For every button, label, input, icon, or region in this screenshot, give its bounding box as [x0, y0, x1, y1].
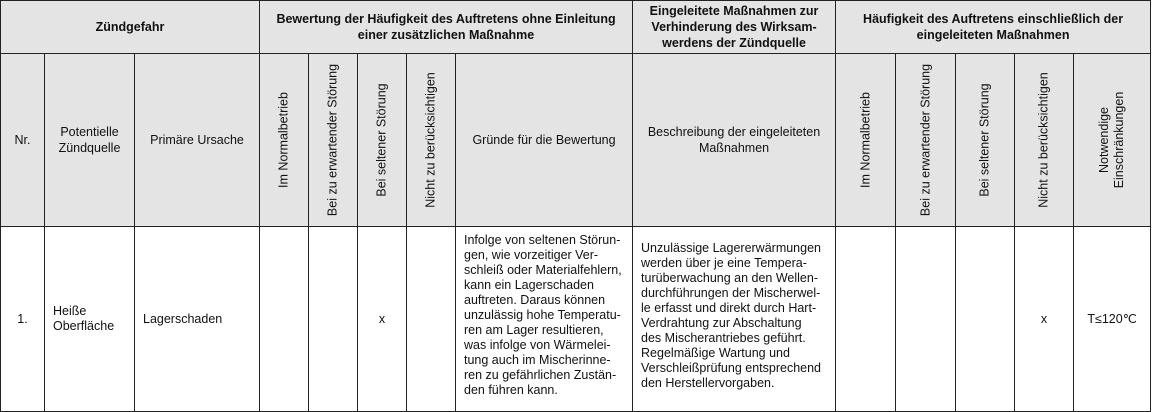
cell-gruende: Infolge von seltenen Störun- gen, wie vorzeitiger Ver- schleiß oder Materialfehlern, kann ein Lagerschaden auftreten. Daraus können unzulässig hohe Temperatu- ren am Lager resultieren, was infolge von Wärmelei- tung auch im Mischerinne- ren zu gefährlichen Zustän- den führen kann. — [456, 227, 633, 412]
col-beschreibung: Beschreibung der eingeleiteten Maßnahmen — [633, 54, 836, 227]
cell-ursache: Lagerschaden — [135, 227, 260, 412]
col-primaere-ursache: Primäre Ursache — [135, 54, 260, 227]
cell-erwartende-stoerung — [309, 227, 358, 412]
col-normalbetrieb-2 — [836, 54, 896, 227]
cell-seltene-stoerung: x — [358, 227, 407, 412]
cell-einschraenkungen: T≤120℃ — [1074, 227, 1151, 412]
col-erwartende-stoerung — [309, 54, 358, 227]
col-nicht-beruecksichtigen-label: Nicht zu berücksichtigen — [423, 72, 438, 208]
header-haeufigkeit-mit-massnahmen: Häufigkeit des Auftretens einschließlich der eingeleiteten Maßnahmen — [836, 1, 1151, 54]
col-nicht-beruecksichtigen — [407, 54, 456, 227]
col-einschraenkungen — [1074, 54, 1151, 227]
cell-normalbetrieb-2 — [836, 227, 896, 412]
cell-normalbetrieb — [260, 227, 309, 412]
cell-nicht-beruecksichtigen-2: x — [1015, 227, 1074, 412]
header-row — [1, 1, 1151, 54]
cell-beschreibung: Unzulässige Lagererwärmungen werden über je eine Tempera- turüberwachung an den Wellen- durchführungen der Mischerwel- le erfasst und direkt durch Hart- Verdrahtung zur Abschaltung des Mischerantriebes geführt. Regelmäßige Wartung und Verschleißprüfung entsprechend den Herstellervorgaben. — [633, 227, 836, 412]
table-row — [1, 227, 1151, 412]
header-bewertung-ohne-massnahme: Bewertung der Häufigkeit des Auftretens ohne Einleitung einer zusätzlichen Maßnahme — [260, 1, 633, 54]
col-einschraenkungen-label: Notwendige Einschränkungen — [1097, 91, 1127, 189]
col-normalbetrieb-label: Im Normalbetrieb — [276, 92, 291, 188]
col-seltene-stoerung — [358, 54, 407, 227]
header-zuendgefahr: Zündgefahr — [1, 1, 260, 54]
subheader-row — [1, 54, 1151, 227]
cell-erwartende-stoerung-2 — [896, 227, 956, 412]
col-nr: Nr. — [1, 54, 45, 227]
col-gruende: Gründe für die Bewertung — [456, 54, 633, 227]
col-erwartende-stoerung-label: Bei zu erwartender Störung — [325, 63, 340, 217]
cell-nicht-beruecksichtigen — [407, 227, 456, 412]
col-normalbetrieb — [260, 54, 309, 227]
col-erwartende-stoerung-2-label: Bei zu erwartender Störung — [918, 63, 933, 217]
col-nicht-beruecksichtigen-2-label: Nicht zu berücksichtigen — [1036, 72, 1051, 208]
col-seltene-stoerung-2 — [956, 54, 1015, 227]
col-nicht-beruecksichtigen-2 — [1015, 54, 1074, 227]
col-seltene-stoerung-2-label: Bei seltener Störung — [977, 83, 992, 197]
cell-zuendquelle: Heiße Oberfläche — [45, 227, 135, 412]
col-erwartende-stoerung-2 — [896, 54, 956, 227]
col-zuendquelle: Potentielle Zündquelle — [45, 54, 135, 227]
cell-seltene-stoerung-2 — [956, 227, 1015, 412]
cell-nr: 1. — [1, 227, 45, 412]
header-eingeleitete-massnahmen: Eingeleitete Maßnahmen zur Verhinderung des Wirksam- werdens der Zündquelle — [633, 1, 836, 54]
col-normalbetrieb-2-label: Im Normalbetrieb — [858, 92, 873, 188]
col-seltene-stoerung-label: Bei seltener Störung — [374, 83, 389, 197]
